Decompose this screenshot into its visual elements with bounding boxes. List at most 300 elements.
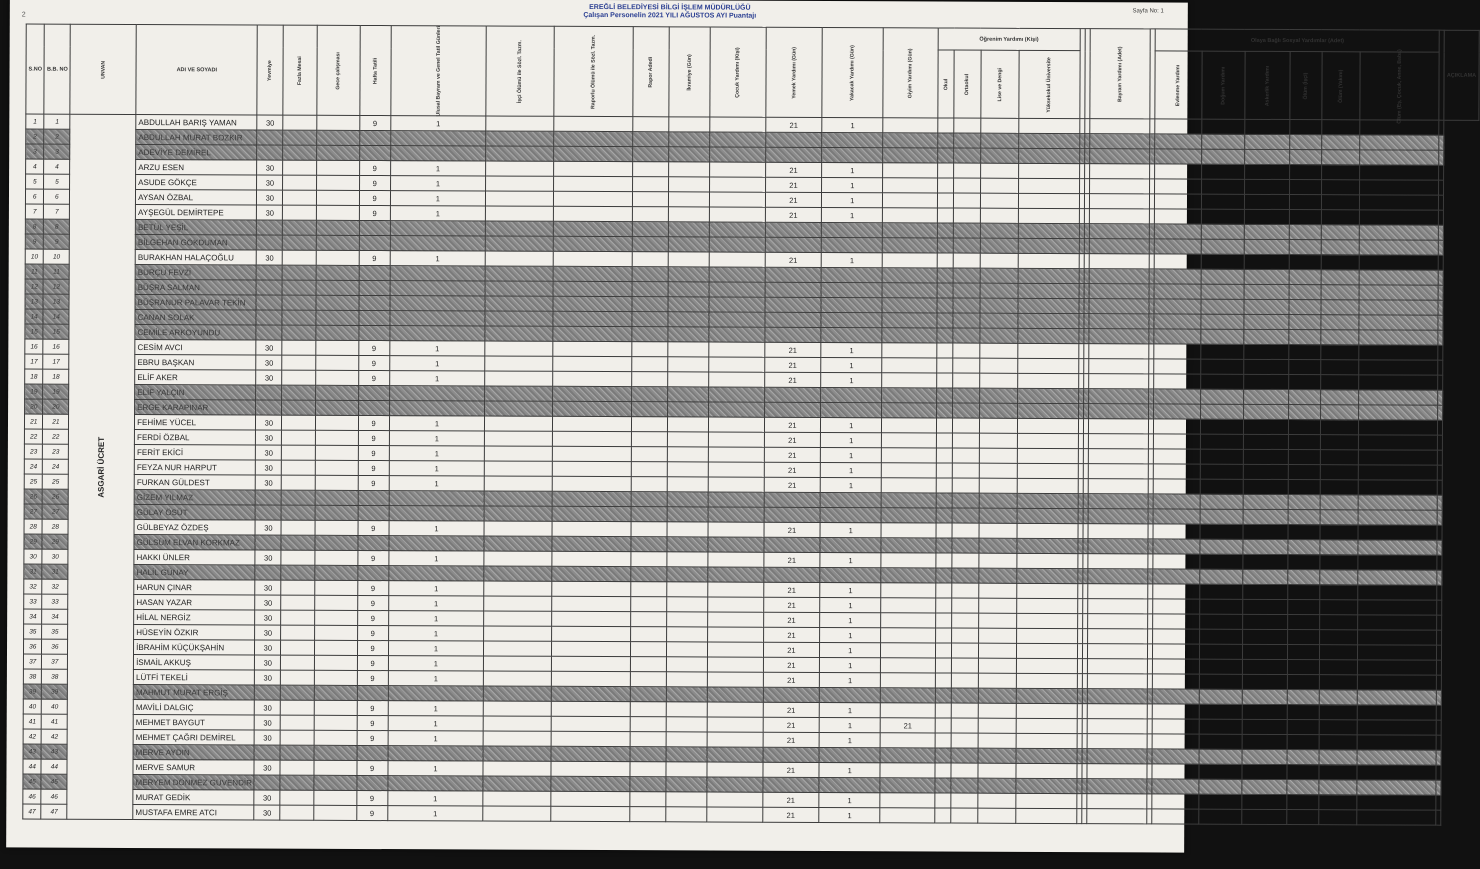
- cell-empty: [1089, 284, 1150, 299]
- cell-gece: [314, 790, 357, 805]
- cell-empty: [632, 282, 668, 297]
- cell-empty: [1201, 224, 1244, 239]
- cell-empty: [1358, 540, 1438, 555]
- employee-name: MAHMUT MURAT ERGİŞ: [133, 684, 254, 700]
- cell-empty: [1017, 583, 1077, 598]
- cell-empty: [631, 477, 667, 492]
- cell-gece: [316, 325, 359, 340]
- cell-empty: [667, 552, 708, 567]
- cell-empty: [709, 402, 764, 417]
- row-number: 44: [23, 759, 42, 774]
- cell-gece: [315, 520, 358, 535]
- cell-hafta-tatili: [359, 280, 390, 295]
- cell-empty: [978, 733, 1017, 748]
- cell-giyim: [880, 808, 935, 823]
- cell-empty: [1287, 615, 1319, 630]
- cell-empty: [1321, 285, 1359, 300]
- cell-empty: [1243, 344, 1288, 359]
- cell-empty: [631, 492, 667, 507]
- unvan-cell: [67, 114, 136, 819]
- cell-empty: [980, 163, 1019, 178]
- cell-empty: [1359, 180, 1439, 195]
- cell-empty: [1358, 510, 1438, 525]
- cell-empty: [1089, 179, 1150, 194]
- cell-yemek: [764, 492, 821, 507]
- cell-fazla-mesai: [281, 610, 315, 625]
- cell-empty: [632, 312, 668, 327]
- cell-empty: [708, 477, 763, 492]
- cell-empty: [1018, 418, 1078, 433]
- cell-empty: [981, 118, 1020, 133]
- row-bb-number: 8: [44, 219, 70, 234]
- cell-empty: [935, 763, 952, 778]
- cell-yemek: 21: [765, 252, 822, 267]
- cell-yevmiye: 30: [257, 205, 283, 220]
- cell-yemek: [765, 147, 822, 162]
- cell-aciklama: [1437, 525, 1442, 540]
- cell-yemek: [763, 687, 820, 702]
- cell-empty: [1287, 735, 1319, 750]
- employee-name: MERVE SAMUR: [133, 759, 254, 775]
- cell-aciklama: [1439, 150, 1444, 165]
- cell-empty: [952, 523, 978, 538]
- cell-aciklama: [1437, 660, 1442, 675]
- row-number: 2: [26, 129, 45, 144]
- cell-fazla-mesai: [280, 745, 314, 760]
- cell-fazla-mesai: [282, 430, 316, 445]
- cell-empty: [1244, 164, 1289, 179]
- cell-empty: [1319, 630, 1357, 645]
- cell-hafta-tatili: 9: [357, 625, 388, 640]
- cell-aciklama: [1437, 600, 1442, 615]
- cell-empty: [953, 508, 979, 523]
- puantaj-table: [22, 24, 1479, 826]
- row-bb-number: 23: [43, 444, 69, 459]
- cell-empty: [1242, 704, 1287, 719]
- cell-empty: [1242, 659, 1287, 674]
- cell-empty: [1199, 614, 1242, 629]
- cell-yakacak: 1: [822, 192, 883, 207]
- cell-empty: [1359, 285, 1439, 300]
- cell-empty: [553, 416, 632, 431]
- cell-empty: [667, 402, 708, 417]
- cell-empty: [980, 148, 1019, 163]
- cell-empty: [1319, 780, 1357, 795]
- cell-empty: [1154, 284, 1201, 299]
- cell-gece: [315, 625, 358, 640]
- cell-aciklama: [1439, 240, 1444, 255]
- cell-empty: [936, 418, 953, 433]
- employee-name: ARZU ESEN: [136, 159, 257, 175]
- cell-empty: [1089, 254, 1150, 269]
- cell-aciklama: [1439, 165, 1444, 180]
- cell-empty: [953, 478, 979, 493]
- cell-empty: [1243, 434, 1288, 449]
- col-rapor-adedi: Rapor Adedi: [633, 27, 669, 117]
- cell-empty: [953, 343, 979, 358]
- cell-empty: [951, 808, 977, 823]
- cell-empty: [1243, 524, 1288, 539]
- cell-empty: [707, 777, 762, 792]
- cell-ulusal: [388, 746, 484, 761]
- row-bb-number: 45: [41, 774, 67, 789]
- col-ad-soyad: ADI VE SOYADI: [136, 24, 258, 115]
- cell-empty: [1321, 225, 1359, 240]
- employee-name: CANAN SOLAK: [135, 309, 256, 325]
- cell-hafta-tatili: [359, 265, 390, 280]
- cell-empty: [1359, 345, 1439, 360]
- cell-giyim: [881, 538, 936, 553]
- cell-empty: [1357, 660, 1437, 675]
- cell-empty: [1287, 795, 1319, 810]
- cell-empty: [978, 763, 1017, 778]
- cell-empty: [1288, 585, 1320, 600]
- cell-empty: [1320, 540, 1358, 555]
- cell-ulusal: [388, 686, 484, 701]
- cell-aciklama: [1437, 645, 1442, 660]
- cell-empty: [936, 463, 953, 478]
- cell-empty: [1201, 119, 1244, 134]
- cell-empty: [979, 538, 1018, 553]
- cell-empty: [980, 208, 1019, 223]
- cell-empty: [633, 117, 669, 132]
- cell-empty: [708, 597, 763, 612]
- cell-empty: [1243, 509, 1288, 524]
- cell-empty: [1200, 479, 1243, 494]
- cell-empty: [551, 791, 630, 806]
- row-bb-number: 37: [42, 654, 68, 669]
- cell-hafta-tatili: 9: [357, 700, 388, 715]
- cell-giyim: [882, 328, 937, 343]
- cell-empty: [1153, 614, 1200, 629]
- cell-empty: [1357, 765, 1437, 780]
- cell-empty: [1357, 630, 1437, 645]
- row-number: 17: [25, 354, 44, 369]
- row-bb-number: 19: [43, 384, 69, 399]
- cell-giyim: [881, 463, 936, 478]
- cell-giyim: [881, 613, 936, 628]
- cell-empty: [484, 596, 552, 611]
- cell-empty: [666, 717, 707, 732]
- cell-empty: [1154, 314, 1201, 329]
- cell-empty: [1089, 119, 1150, 134]
- cell-empty: [952, 568, 978, 583]
- cell-empty: [483, 776, 551, 791]
- cell-empty: [1154, 404, 1201, 419]
- cell-empty: [667, 492, 708, 507]
- cell-empty: [632, 387, 668, 402]
- cell-empty: [978, 688, 1017, 703]
- cell-empty: [1017, 643, 1077, 658]
- col-yakacak: Yakacak Yardımı (Gün): [822, 27, 883, 117]
- employee-name: HAKKI ÜNLER: [134, 549, 255, 565]
- cell-empty: [1288, 570, 1320, 585]
- row-number: 14: [25, 309, 44, 324]
- cell-empty: [1154, 389, 1201, 404]
- cell-aciklama: [1436, 795, 1441, 810]
- cell-fazla-mesai: [281, 550, 315, 565]
- cell-yevmiye: 30: [255, 730, 281, 745]
- row-number: 28: [24, 519, 43, 534]
- cell-giyim: [882, 373, 937, 388]
- cell-yakacak: 1: [821, 477, 882, 492]
- cell-yemek: [764, 327, 821, 342]
- cell-giyim: [883, 178, 938, 193]
- cell-ulusal: 1: [390, 161, 486, 176]
- cell-empty: [483, 806, 551, 821]
- cell-aciklama: [1438, 255, 1443, 270]
- cell-empty: [667, 567, 708, 582]
- cell-empty: [1242, 764, 1287, 779]
- cell-yakacak: 1: [819, 762, 880, 777]
- cell-empty: [1242, 569, 1287, 584]
- cell-aciklama: [1438, 450, 1443, 465]
- col-gece: Gece çalışması: [317, 25, 360, 115]
- cell-empty: [937, 313, 954, 328]
- col-giyim: Giyim Yardımı (Gün): [883, 28, 938, 118]
- cell-empty: [1288, 495, 1320, 510]
- row-bb-number: 28: [42, 519, 68, 534]
- cell-empty: [666, 702, 707, 717]
- cell-empty: [953, 373, 979, 388]
- cell-empty: [1088, 359, 1149, 374]
- cell-empty: [1200, 419, 1243, 434]
- cell-empty: [1321, 135, 1359, 150]
- cell-empty: [1319, 705, 1357, 720]
- cell-empty: [1287, 750, 1319, 765]
- cell-giyim: [880, 793, 935, 808]
- cell-hafta-tatili: 9: [356, 790, 387, 805]
- cell-gece: [315, 595, 358, 610]
- cell-empty: [937, 193, 954, 208]
- cell-empty: [1243, 539, 1288, 554]
- cell-empty: [1200, 449, 1243, 464]
- cell-yakacak: [821, 297, 882, 312]
- col-ikramiye: İkramiye (Gün): [669, 27, 711, 117]
- cell-aciklama: [1438, 420, 1443, 435]
- cell-empty: [485, 296, 553, 311]
- cell-empty: [486, 191, 554, 206]
- cell-empty: [1200, 524, 1243, 539]
- cell-empty: [551, 686, 630, 701]
- cell-empty: [1359, 210, 1439, 225]
- cell-empty: [1289, 210, 1321, 225]
- row-number: 20: [25, 399, 44, 414]
- cell-empty: [630, 807, 666, 822]
- row-number: 15: [25, 324, 44, 339]
- cell-empty: [1243, 329, 1288, 344]
- cell-giyim: [882, 448, 937, 463]
- cell-empty: [710, 192, 765, 207]
- cell-empty: [952, 718, 978, 733]
- employee-name: HALİL GÜNAY: [134, 564, 255, 580]
- row-number: 43: [23, 744, 42, 759]
- cell-ulusal: 1: [388, 641, 484, 656]
- cell-empty: [666, 642, 707, 657]
- cell-empty: [953, 433, 979, 448]
- cell-empty: [1018, 298, 1078, 313]
- cell-empty: [935, 793, 952, 808]
- cell-yakacak: [820, 492, 881, 507]
- cell-empty: [1153, 674, 1200, 689]
- cell-empty: [631, 462, 667, 477]
- cell-empty: [1200, 494, 1243, 509]
- cell-fazla-mesai: [283, 160, 317, 175]
- cell-yevmiye: 30: [255, 655, 281, 670]
- cell-hafta-tatili: 9: [358, 340, 389, 355]
- cell-ulusal: 1: [390, 206, 486, 221]
- cell-empty: [1201, 284, 1244, 299]
- cell-empty: [1200, 329, 1243, 344]
- cell-empty: [485, 251, 553, 266]
- cell-empty: [1244, 284, 1289, 299]
- cell-empty: [937, 388, 954, 403]
- cell-empty: [938, 133, 955, 148]
- cell-empty: [1154, 374, 1201, 389]
- cell-gece: [316, 235, 359, 250]
- cell-empty: [952, 628, 978, 643]
- cell-yakacak: 1: [820, 657, 881, 672]
- cell-yemek: [763, 537, 820, 552]
- cell-empty: [484, 476, 552, 491]
- page-number: Sayfa No: 1: [1132, 8, 1164, 15]
- cell-aciklama: [1438, 345, 1443, 360]
- col-aciklama: AÇIKLAMA: [1444, 30, 1479, 120]
- cell-empty: [1017, 598, 1077, 613]
- cell-yemek: 21: [764, 447, 821, 462]
- cell-empty: [1199, 599, 1242, 614]
- row-bb-number: 6: [44, 189, 70, 204]
- cell-empty: [936, 478, 953, 493]
- cell-empty: [1359, 315, 1439, 330]
- cell-hafta-tatili: [358, 385, 389, 400]
- cell-empty: [1199, 644, 1242, 659]
- cell-empty: [1154, 269, 1201, 284]
- cell-empty: [1321, 210, 1359, 225]
- cell-aciklama: [1438, 330, 1443, 345]
- cell-aciklama: [1437, 480, 1442, 495]
- cell-empty: [632, 222, 668, 237]
- cell-empty: [936, 613, 953, 628]
- cell-empty: [1088, 434, 1149, 449]
- cell-yevmiye: 30: [255, 670, 281, 685]
- cell-yemek: 21: [765, 162, 822, 177]
- row-number: 38: [23, 669, 42, 684]
- cell-aciklama: [1438, 465, 1443, 480]
- row-number: 19: [25, 384, 44, 399]
- col-raporlu-olum: Raporlu Ölümü ile Sözl. Tazm.: [554, 26, 633, 116]
- cell-empty: [978, 673, 1017, 688]
- cell-empty: [952, 613, 978, 628]
- cell-gece: [314, 730, 357, 745]
- cell-empty: [667, 462, 708, 477]
- col-yemek: Yemek Yardımı (Gün): [765, 27, 822, 117]
- cell-hafta-tatili: [359, 220, 390, 235]
- cell-yevmiye: [255, 565, 281, 580]
- cell-empty: [1201, 254, 1244, 269]
- cell-empty: [1288, 405, 1320, 420]
- cell-empty: [667, 507, 708, 522]
- cell-ulusal: 1: [388, 791, 484, 806]
- cell-yakacak: [822, 237, 883, 252]
- cell-empty: [1242, 584, 1287, 599]
- row-bb-number: 24: [43, 459, 69, 474]
- cell-empty: [1321, 120, 1359, 135]
- cell-empty: [1017, 523, 1077, 538]
- cell-aciklama: [1437, 510, 1442, 525]
- cell-ulusal: 1: [387, 806, 483, 821]
- cell-fazla-mesai: [282, 325, 316, 340]
- cell-empty: [1017, 553, 1077, 568]
- cell-ulusal: 1: [388, 626, 484, 641]
- cell-empty: [1244, 224, 1289, 239]
- cell-yakacak: [821, 267, 882, 282]
- cell-empty: [1244, 119, 1289, 134]
- cell-empty: [978, 718, 1017, 733]
- cell-yakacak: [821, 402, 882, 417]
- cell-yakacak: 1: [820, 642, 881, 657]
- cell-empty: [668, 177, 709, 192]
- cell-giyim: [880, 778, 935, 793]
- cell-yemek: [765, 132, 822, 147]
- row-bb-number: 46: [41, 789, 67, 804]
- cell-empty: [1153, 554, 1200, 569]
- cell-gece: [317, 190, 360, 205]
- cell-empty: [954, 253, 980, 268]
- cell-empty: [710, 117, 765, 132]
- cell-empty: [667, 597, 708, 612]
- cell-empty: [551, 806, 630, 821]
- cell-empty: [1089, 224, 1150, 239]
- cell-empty: [1319, 645, 1357, 660]
- cell-giyim: [881, 553, 936, 568]
- cell-empty: [952, 643, 978, 658]
- cell-empty: [1358, 525, 1438, 540]
- cell-empty: [936, 493, 953, 508]
- cell-empty: [1320, 375, 1358, 390]
- cell-empty: [1155, 179, 1202, 194]
- cell-yemek: [764, 507, 821, 522]
- cell-empty: [1287, 720, 1319, 735]
- cell-gece: [317, 130, 360, 145]
- employee-name: FERDİ ÖZBAL: [135, 429, 256, 445]
- cell-empty: [1088, 404, 1149, 419]
- cell-gece: [315, 460, 358, 475]
- cell-yevmiye: [256, 490, 282, 505]
- cell-empty: [1320, 495, 1358, 510]
- cell-gece: [316, 355, 359, 370]
- cell-empty: [483, 731, 551, 746]
- cell-yemek: [765, 267, 822, 282]
- cell-aciklama: [1437, 570, 1442, 585]
- corner-mark: 2: [21, 11, 26, 19]
- cell-ulusal: [388, 776, 484, 791]
- employee-name: MERYEM DÖNMEZ GÜVENDİR: [133, 774, 254, 790]
- cell-giyim: [881, 508, 936, 523]
- cell-empty: [937, 373, 954, 388]
- cell-yakacak: 1: [820, 612, 881, 627]
- cell-yakacak: 1: [819, 807, 880, 822]
- cell-hafta-tatili: 9: [358, 370, 389, 385]
- cell-yevmiye: [254, 745, 280, 760]
- cell-empty: [1320, 510, 1358, 525]
- cell-empty: [1319, 720, 1357, 735]
- cell-aciklama: [1437, 705, 1442, 720]
- cell-empty: [980, 313, 1019, 328]
- cell-empty: [953, 388, 979, 403]
- employee-name: ELİF YALÇIN: [135, 384, 256, 400]
- cell-gece: [316, 385, 359, 400]
